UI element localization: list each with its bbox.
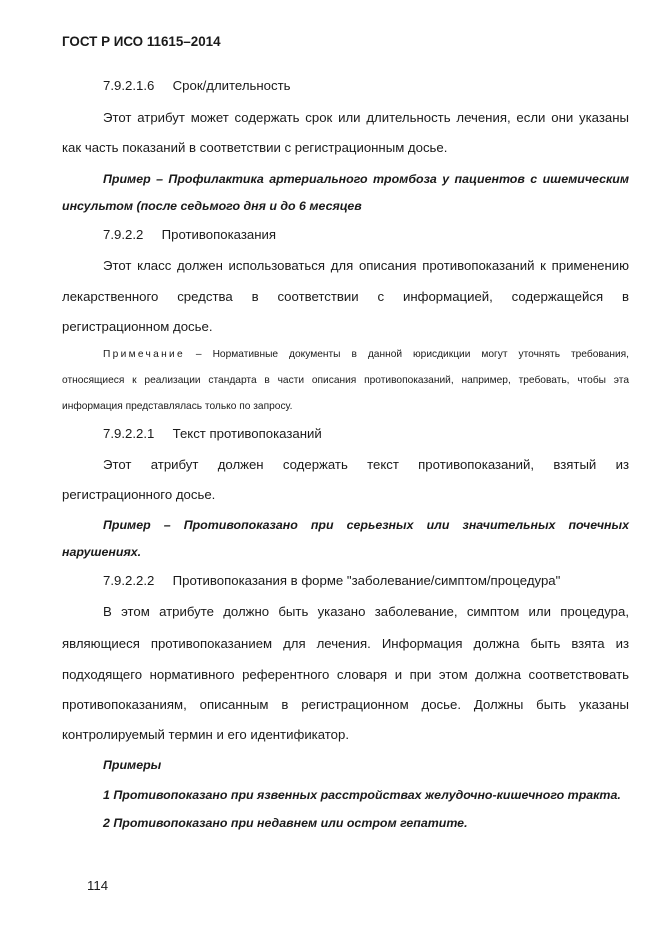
example-line: Пример – Профилактика артериального тромбоза у пациентов с ишемическим: [103, 172, 629, 186]
note-line: [103, 348, 629, 362]
paragraph-line: как часть показаний в соответствии с регистрационным досье.: [62, 140, 448, 155]
example-item: 2 Противопоказано при недавнем или остром гепатите.: [103, 816, 468, 830]
section-7-9-2-2-1-heading: 7.9.2.2.1 Текст противопоказаний: [103, 426, 322, 441]
paragraph-line: регистрационном досье.: [62, 319, 213, 334]
paragraph-line: Этот атрибут может содержать срок или длительность лечения, если они указаны: [103, 110, 629, 125]
section-7-9-2-2-2-heading: 7.9.2.2.2 Противопоказания в форме "заболевание/симптом/процедура": [103, 573, 561, 588]
paragraph-line: Этот атрибут должен содержать текст противопоказаний, взятый из: [103, 457, 629, 472]
paragraph-line: являющиеся противопоказанием для лечения. Информация должна быть взята из: [62, 636, 629, 651]
examples-heading: Примеры: [103, 758, 162, 772]
section-7-9-2-2-heading: 7.9.2.2 Противопоказания: [103, 227, 276, 242]
example-line: инсультом (после седьмого дня и до 6 месяцев: [62, 199, 362, 213]
paragraph-line: контролируемый термин и его идентификатор.: [62, 727, 350, 742]
document-header: ГОСТ Р ИСО 11615–2014: [62, 34, 221, 49]
note-text: – Нормативные документы в данной юрисдикции могут уточнять требования,: [184, 349, 629, 360]
paragraph-line: В этом атрибуте должно быть указано заболевание, симптом или процедура,: [103, 604, 629, 619]
note-line: относящиеся к реализации стандарта в части описания противопоказаний, например, требовать, чтобы эта: [62, 375, 629, 386]
paragraph-line: подходящего нормативного референтного словаря и при этом должна соответствовать: [62, 667, 629, 682]
example-line: нарушениях.: [62, 545, 142, 559]
note-line: информация представлялась только по запросу.: [62, 401, 293, 412]
paragraph-line: лекарственного средства в соответствии с информацией, содержащейся в: [62, 289, 629, 304]
note-label: Примечание: [103, 349, 185, 360]
paragraph-line: регистрационного досье.: [62, 487, 216, 502]
section-7-9-2-1-6-heading: 7.9.2.1.6 Срок/длительность: [103, 78, 291, 93]
example-item: 1 Противопоказано при язвенных расстройствах желудочно-кишечного тракта.: [103, 788, 621, 802]
page-number: 114: [87, 878, 109, 893]
paragraph-line: Этот класс должен использоваться для описания противопоказаний к применению: [103, 258, 629, 273]
example-line: Пример – Противопоказано при серьезных или значительных почечных: [103, 518, 629, 532]
paragraph-line: противопоказаниям, описанным в регистрационном досье. Должны быть указаны: [62, 697, 629, 712]
